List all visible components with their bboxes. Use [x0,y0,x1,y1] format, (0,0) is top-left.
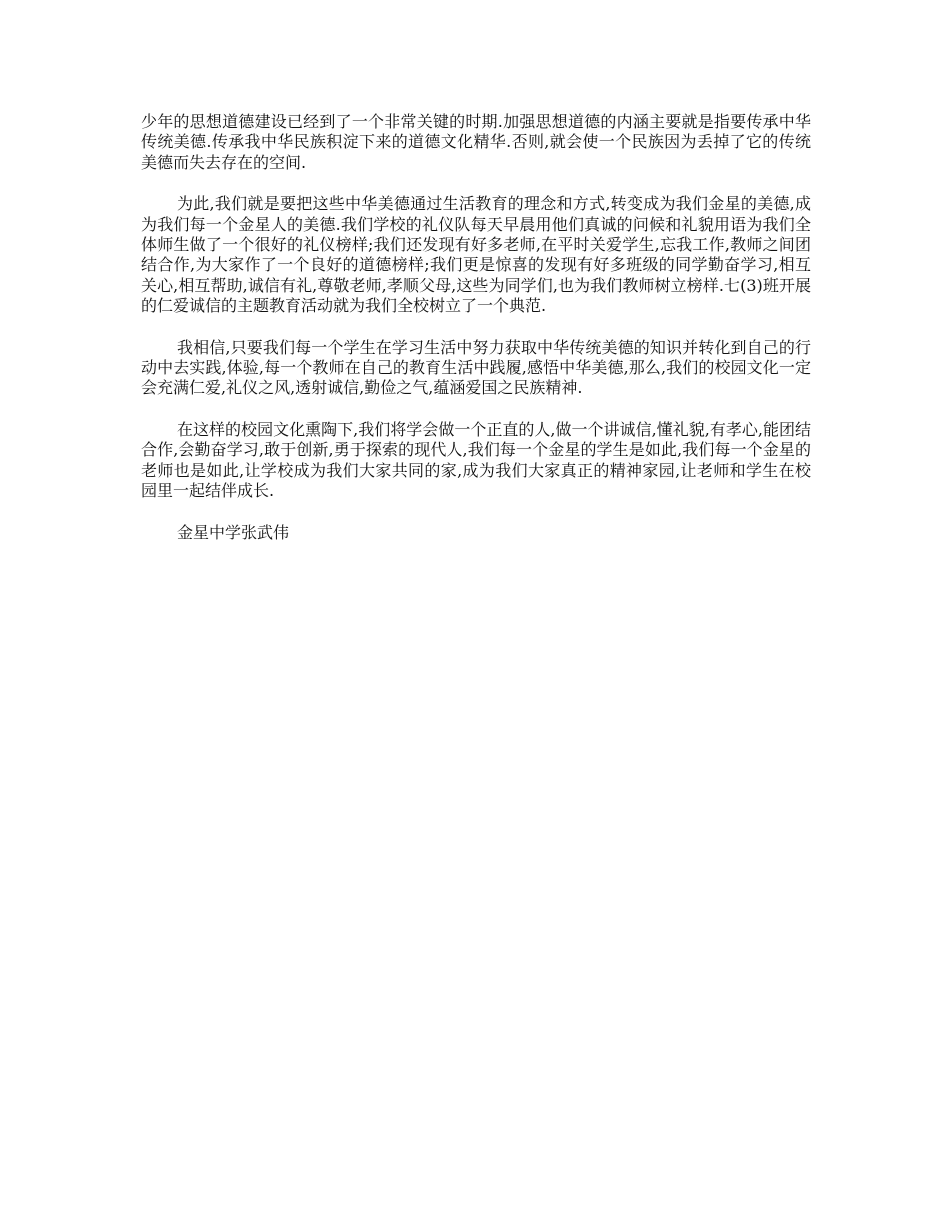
document-page [141,112,811,543]
paragraph-4: 在这样的校园文化熏陶下,我们将学会做一个正直的人,做一个讲诚信,懂礼貌,有孝心,能团结合作,会勤奋学习,敢于创新,勇于探索的现代人,我们每一个金星的学生是如此,我们每一个金星的老师也是如此,让学校成为我们大家共同的家,成为我们大家真正的精神家园,让老师和学生在校园里一起结伴成长. [141,419,811,501]
paragraph-2: 为此,我们就是要把这些中华美德通过生活教育的理念和方式,转变成为我们金星的美德,成为我们每一个金星人的美德.我们学校的礼仪队每天早晨用他们真诚的问候和礼貌用语为我们全体师生做了一个很好的礼仪榜样;我们还发现有好多老师,在平时关爱学生,忘我工作,教师之间团结合作,为大家作了一个良好的道德榜样;我们更是惊喜的发现有好多班级的同学勤奋学习,相互关心,相互帮助,诚信有礼,尊敬老师,孝顺父母,这些为同学们,也为我们教师树立榜样.七(3)班开展的仁爱诚信的主题教育活动就为我们全校树立了一个典范. [141,194,811,316]
paragraph-3: 我相信,只要我们每一个学生在学习生活中努力获取中华传统美德的知识并转化到自己的行动中去实践,体验,每一个教师在自己的教育生活中践履,感悟中华美德,那么,我们的校园文化一定会充满仁爱,礼仪之风,透射诚信,勤俭之气,蕴涵爱国之民族精神. [141,337,811,398]
paragraph-1: 少年的思想道德建设已经到了一个非常关键的时期.加强思想道德的内涵主要就是指要传承中华传统美德.传承我中华民族积淀下来的道德文化精华.否则,就会使一个民族因为丢掉了它的传统美德而失去存在的空间. [141,112,811,172]
author-signature: 金星中学张武伟 [177,522,290,542]
